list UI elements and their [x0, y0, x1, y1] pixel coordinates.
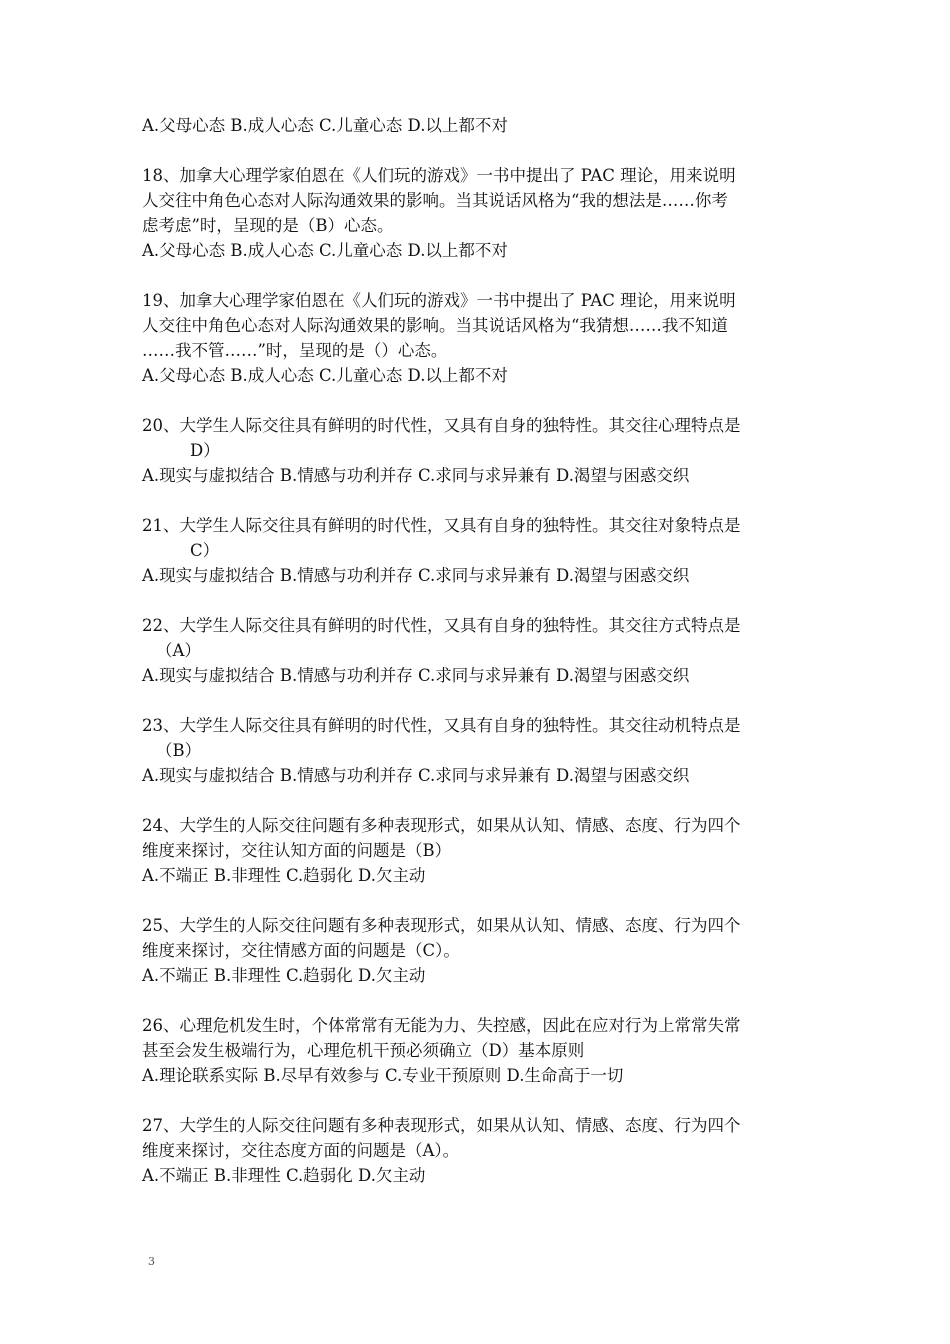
question-22: [142, 613, 834, 688]
answer-options: A.现实与虚拟结合 B.情感与功利并存 C.求同与求异兼有 D.渴望与困惑交织: [142, 666, 690, 685]
document-body: [142, 113, 834, 1188]
question-text-line: 25、大学生的人际交往问题有多种表现形式，如果从认知、情感、态度、行为四个: [142, 916, 741, 935]
question-text-line: 19、加拿大心理学家伯恩在《人们玩的游戏》一书中提出了 PAC 理论，用来说明: [142, 291, 736, 310]
question-text-line: 人交往中角色心态对人际沟通效果的影响。当其说话风格为“我的想法是……你考: [142, 191, 728, 210]
question-text-line: 20、大学生人际交往具有鲜明的时代性，又具有自身的独特性。其交往心理特点是: [142, 416, 741, 435]
answer-options: A.父母心态 B.成人心态 C.儿童心态 D.以上都不对: [142, 116, 508, 135]
answer-options: A.不端正 B.非理性 C.趋弱化 D.欠主动: [142, 1166, 426, 1185]
question-19: [142, 288, 834, 388]
question-text-line: 26、心理危机发生时，个体常常有无能为力、失控感，因此在应对行为上常常失常: [142, 1016, 741, 1035]
question-17-tail: [142, 113, 834, 138]
question-text-line: 维度来探讨，交往情感方面的问题是（C）。: [142, 941, 460, 960]
answer-options: A.父母心态 B.成人心态 C.儿童心态 D.以上都不对: [142, 241, 508, 260]
question-text-line: 虑考虑”时，呈现的是（B）心态。: [142, 216, 394, 235]
question-20: [142, 413, 834, 488]
question-text-line: 23、大学生人际交往具有鲜明的时代性，又具有自身的独特性。其交往动机特点是: [142, 716, 741, 735]
question-text-line: （B）: [156, 741, 202, 760]
question-text-line: 24、大学生的人际交往问题有多种表现形式，如果从认知、情感、态度、行为四个: [142, 816, 741, 835]
answer-options: A.理论联系实际 B.尽早有效参与 C.专业干预原则 D.生命高于一切: [142, 1066, 624, 1085]
question-text-line: ……我不管……”时，呈现的是（）心态。: [142, 341, 448, 360]
question-26: [142, 1013, 834, 1088]
question-text-line: C）: [190, 541, 220, 560]
answer-options: A.现实与虚拟结合 B.情感与功利并存 C.求同与求异兼有 D.渴望与困惑交织: [142, 566, 690, 585]
page-number: 3: [148, 1255, 155, 1268]
answer-options: A.不端正 B.非理性 C.趋弱化 D.欠主动: [142, 966, 426, 985]
question-18: [142, 163, 834, 263]
question-text-line: 18、加拿大心理学家伯恩在《人们玩的游戏》一书中提出了 PAC 理论，用来说明: [142, 166, 736, 185]
question-25: [142, 913, 834, 988]
question-text-line: 27、大学生的人际交往问题有多种表现形式，如果从认知、情感、态度、行为四个: [142, 1116, 741, 1135]
question-text-line: 人交往中角色心态对人际沟通效果的影响。当其说话风格为“我猜想……我不知道: [142, 316, 728, 335]
answer-options: A.现实与虚拟结合 B.情感与功利并存 C.求同与求异兼有 D.渴望与困惑交织: [142, 466, 690, 485]
question-text-line: 21、大学生人际交往具有鲜明的时代性，又具有自身的独特性。其交往对象特点是: [142, 516, 741, 535]
question-27: [142, 1113, 834, 1188]
question-24: [142, 813, 834, 888]
answer-options: A.父母心态 B.成人心态 C.儿童心态 D.以上都不对: [142, 366, 508, 385]
question-text-line: 维度来探讨，交往态度方面的问题是（A）。: [142, 1141, 460, 1160]
answer-options: A.不端正 B.非理性 C.趋弱化 D.欠主动: [142, 866, 426, 885]
question-text-line: D）: [190, 441, 220, 460]
question-21: [142, 513, 834, 588]
question-text-line: （A）: [156, 641, 201, 660]
answer-options: A.现实与虚拟结合 B.情感与功利并存 C.求同与求异兼有 D.渴望与困惑交织: [142, 766, 690, 785]
question-text-line: 维度来探讨，交往认知方面的问题是（B）: [142, 841, 452, 860]
question-text-line: 甚至会发生极端行为，心理危机干预必须确立（D）基本原则: [142, 1041, 585, 1060]
question-23: [142, 713, 834, 788]
question-text-line: 22、大学生人际交往具有鲜明的时代性，又具有自身的独特性。其交往方式特点是: [142, 616, 741, 635]
